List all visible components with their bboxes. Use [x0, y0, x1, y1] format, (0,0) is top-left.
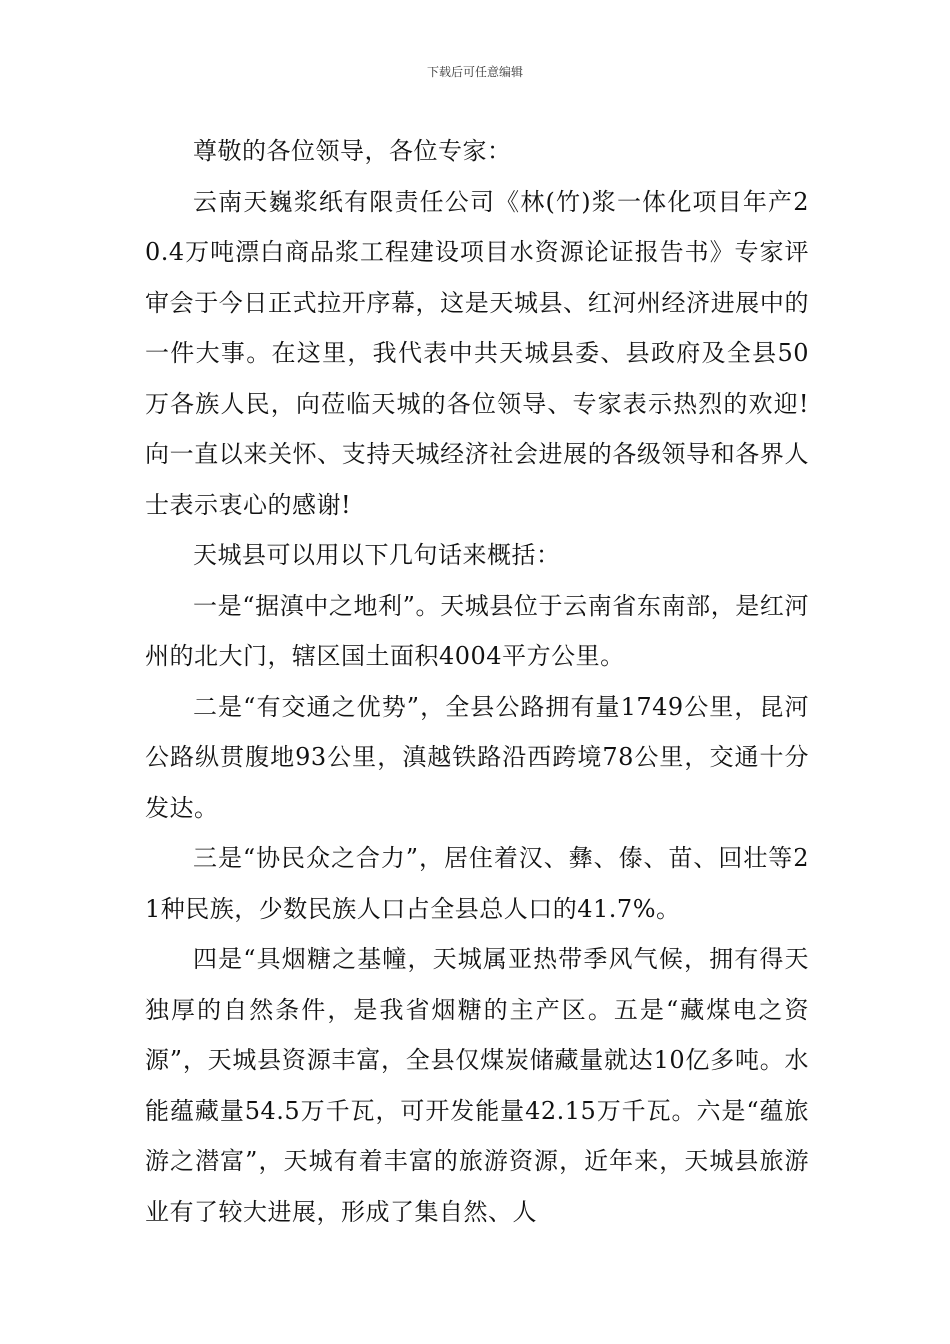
- page-header: 下载后可任意编辑: [426, 65, 523, 79]
- point-three-paragraph: 三是“协民众之合力”，居住着汉、彝、傣、苗、回壮等21种民族，少数民族人口占全县总人口的41.7%。: [145, 844, 809, 923]
- point-two-paragraph: 二是“有交通之优势”，全县公路拥有量1749公里，昆河公路纵贯腹地93公里，滇越铁路沿西跨境78公里，交通十分发达。: [145, 692, 809, 822]
- point-one-paragraph: 一是“据滇中之地利”。天城县位于云南省东南部，是红河州的北大门，辖区国土面积4004平方公里。: [145, 591, 809, 670]
- salutation-paragraph: 尊敬的各位领导，各位专家：: [193, 137, 512, 165]
- document-body: [145, 126, 809, 1237]
- point-four-six-paragraph: 四是“具烟糖之基幢，天城属亚热带季风气候，拥有得天独厚的自然条件，是我省烟糖的主产区。五是“藏煤电之资源”，天城县资源丰富，全县仅煤炭储藏量就达10亿多吨。水能蕴藏量54.5万千瓦，可开发能量42.15万千瓦。六是“蕴旅游之潜富”，天城有着丰富的旅游资源，近年来，天城县旅游业有了较大进展，形成了集自然、人: [145, 945, 809, 1226]
- intro-paragraph: 云南天巍浆纸有限责任公司《林(竹)浆一体化项目年产20.4万吨漂白商品浆工程建设项目水资源论证报告书》专家评审会于今日正式拉开序幕，这是天城县、红河州经济进展中的一件大事。在这里，我代表中共天城县委、县政府及全县50万各族人民，向莅临天城的各位领导、专家表示热烈的欢迎!向一直以来关怀、支持天城经济社会进展的各级领导和各界人士表示衷心的感谢!: [145, 187, 809, 519]
- summary-lead-paragraph: 天城县可以用以下几句话来概括：: [193, 541, 561, 569]
